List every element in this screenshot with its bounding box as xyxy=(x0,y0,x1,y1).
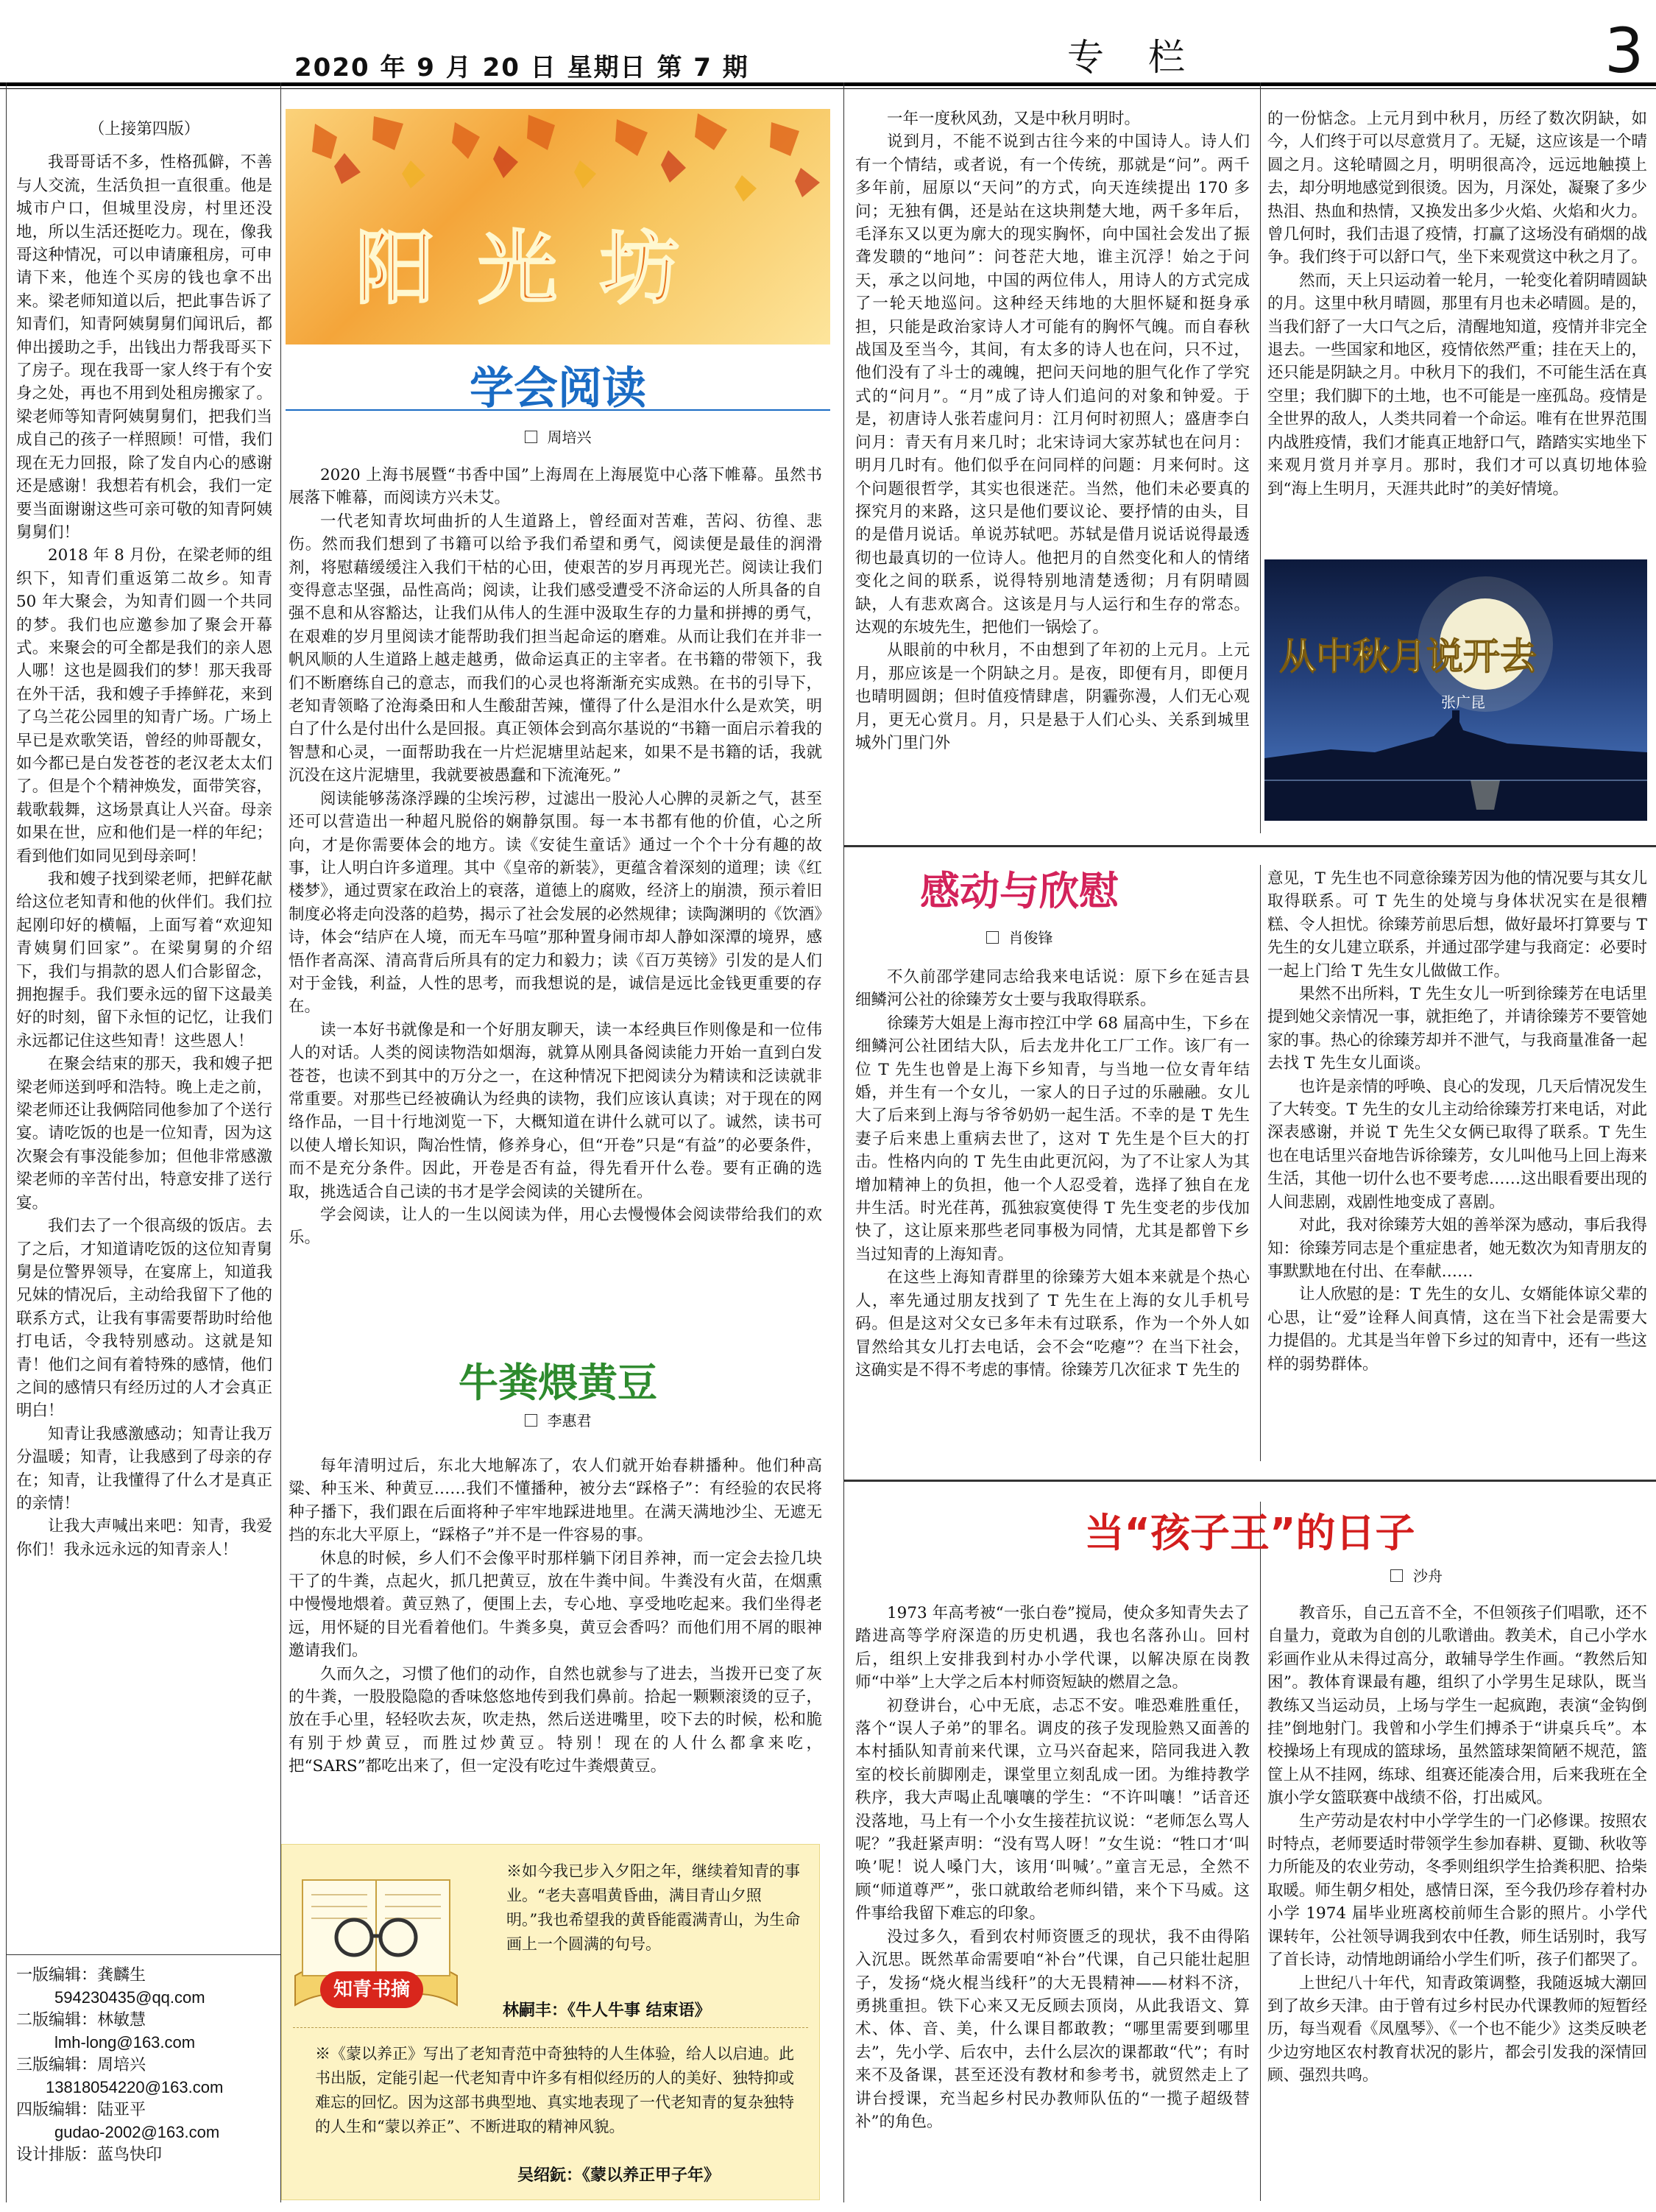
excerpt-source: 林嗣丰：《牛人牛事 结束语》 xyxy=(503,2001,711,2020)
column-name: 专栏 xyxy=(1067,36,1229,79)
paragraph: 我和嫂子找到梁老师，把鲜花献给这位老知青和他的伙伴们。我们拉起刚印好的横幅，上面写着“欢迎知青姨舅们回家”。在梁舅舅的介绍下，我们与捐款的恩人们合影留念，拥抱握手。我们要永远的留下这最美好的时刻，留下永恒的记忆，让我们永远都记住这些知青！这些恩人！ xyxy=(16,870,272,1050)
author-name: 张广昆 xyxy=(1441,693,1485,711)
moved-body-right xyxy=(1267,867,1647,1469)
paragraph: 对此，我对徐臻芳大姐的善举深为感动，事后我得知：徐臻芳同志是个重症患者，她无数次为知青朋友的事默默地在付出、在奉献…… xyxy=(1267,1216,1647,1281)
paragraph: 一年一度秋风劲，又是中秋月明时。 xyxy=(887,110,1141,128)
paragraph: 休息的时候，乡人们不会像平时那样躺下闭目养神，而一定会去捡几块干了的牛粪，点起火，抓几把黄豆，放在牛粪中间。牛粪没有火苗，在烟熏中慢慢地煨着。黄豆熟了，便围上去，专心地、享受地吃起来。我们坐得老远，用怀疑的目光看着他们。牛粪多臭，黄豆会香吗？而他们用不屑的眼神邀请我们。 xyxy=(289,1549,822,1661)
excerpt-source: 吴绍鈨：《蒙以养正甲子年》 xyxy=(517,2166,721,2185)
editor-list xyxy=(16,1964,281,2166)
column-divider xyxy=(1260,1502,1261,2201)
paragraph: 不久前邵学建同志给我来电话说：原下乡在延吉县细鳞河公社的徐臻芳女士要与我取得联系。 xyxy=(855,968,1250,1010)
byline-box xyxy=(1390,1569,1403,1582)
article-title: 当“孩子王”的日子 xyxy=(1084,1510,1415,1556)
author-name: 肖俊锋 xyxy=(1008,929,1053,947)
article-title: 感动与欣慰 xyxy=(920,868,1119,914)
moon-body-left xyxy=(855,107,1250,833)
column-divider xyxy=(1260,82,1261,833)
editor-label: 一版编辑：龚麟生 xyxy=(16,1965,146,1984)
column-divider xyxy=(1260,865,1261,1461)
beans-body xyxy=(289,1455,822,1834)
paragraph: 说到月，不能不说到古往今来的中国诗人。诗人们有一个情结，或者说，有一个传统，那就是“问”。两千多年前，屈原以“天问”的方式，向天连续提出 170 多问；无独有偶，还是站在这块荆楚大地，两千多年后，毛泽东又以更为廓大的现实胸怀，向中国社会发出了振聋发聩的“地问”：问苍茫大地，谁主沉浮！始之于问天，承之以问地，中国的两位伟人，用诗人的方式完成了一轮天地巡问。这种经天纬地的大胆怀疑和挺身承担，只能是政治家诗人才可能有的胸怀气魄。而自春秋战国及至当今，其间，有太多的诗人也在问，只不过，他们没有了斗士的魂魄，把问天问地的胆气化作了学究式的“问月”。“月”成了诗人们追问的对象和钟爱。于是，初唐诗人张若虚问月：江月何时初照人；盛唐李白问月：青天有月来几时；北宋诗词大家苏轼也在问月：明月几时有。他们似乎在问同样的问题：月来何时。这个问题很哲学，其实也很迷茫。当然，他们未必要真的探究月的来路，这只是他们要议论、要抒情的由头，目的是借月说话。单说苏轼吧。苏轼是借月说话说得最透彻也最真切的一位诗人。他把月的自然变化和人的情绪变化之间的联系，说得特别地清楚透彻；月有阴晴圆缺，人有悲欢离合。这该是月与人运行和生存的常态。达观的东坡先生，把他们一锅烩了。 xyxy=(855,132,1250,637)
paragraph: 让人欣慰的是：T 先生的女儿、女婿能体谅父辈的心思，让“爱”诠释人间真情，这在当下社会是需要大力提倡的。尤其是当年曾下乡过的知青中，还有一些这样的弱势群体。 xyxy=(1267,1285,1647,1374)
moon-body-right xyxy=(1267,107,1647,545)
editors-rule xyxy=(6,1954,280,1955)
moon-feature-image xyxy=(1264,559,1647,821)
excerpt-divider xyxy=(293,2027,808,2028)
paragraph: 每年清明过后，东北大地解冻了，农人们就开始春耕播种。他们种高粱、种玉米、种黄豆……我们不懂播种，被分去“踩格子”：有经验的农民将种子播下，我们跟在后面将种子牢牢地踩进地里。在满天满地沙尘、无遮无挡的东北大平原上，“踩格子”并不是一件容易的事。 xyxy=(289,1457,822,1545)
editor-email: lmh-long@163.com xyxy=(54,2032,196,2052)
editor-label: 二版编辑：林敏慧 xyxy=(16,2010,146,2029)
editor-label: 三版编辑：周培兴 xyxy=(16,2055,146,2074)
king-body-right xyxy=(1267,1602,1647,2202)
column-divider xyxy=(843,82,844,2202)
paragraph: 在聚会结束的那天，我和嫂子把梁老师送到呼和浩特。晚上走之前，梁老师还让我俩陪同他参加了个送行宴。请吃饭的也是一位知青，因为这次聚会有事没能参加；但他非常感激梁老师的辛苦付出，特意安排了送行宴。 xyxy=(16,1055,272,1212)
byline-box xyxy=(986,931,999,944)
paragraph: 初登讲台，心中无底，忐忑不安。唯恐难胜重任，落个“误人子弟”的罪名。调皮的孩子发现脸熟又面善的本村插队知青前来代课，立马兴奋起来，陪同我进入教室的校长前脚刚走，课堂里立刻乱成一团。为维持教学秩序，我大声喝止乱嚷嚷的学生：“不许叫嚷！”话音还没落地，马上有一个小女生接茬抗议说：“老师怎么骂人呢？”我赶紧声明：“没有骂人呀！”女生说：“牲口才‘叫唤’呢！说人嗓门大，该用‘叫喊’。”童言无忌，全然不顾“师道尊严”，张口就敢给老师纠错，来个下马威。这件事给我留下难忘的印象。 xyxy=(855,1696,1250,1923)
article-title: 牛粪煨黄豆 xyxy=(459,1360,657,1406)
paragraph: 上世纪八十年代，知青政策调整，我随返城大潮回到了故乡天津。由于曾有过乡村民办代课教师的短暂经历，每当观看《凤凰琴》、《一个也不能少》这类反映老少边穷地区农村教育状况的影片，都会引发我的深情回顾、强烈共鸣。 xyxy=(1267,1974,1647,2085)
editor-email: gudao-2002@163.com xyxy=(54,2122,220,2141)
paragraph: 也许是亲情的呼唤、良心的发现，几天后情况发生了大转变。T 先生的女儿主动给徐臻芳打来电话，对此深表感谢，并说 T 先生父女俩已取得了联系。T 先生也在电话里兴奋地告诉徐臻芳，女儿叫他马上回上海来生活，其他一切什么也不要考虑……这出眼看要出现的人间悲剧，戏剧性地变成了喜剧。 xyxy=(1267,1077,1647,1212)
moved-body-left xyxy=(855,966,1250,1469)
paragraph: 我哥哥话不多，性格孤僻，不善与人交流，生活负担一直很重。他是城市户口，但城里没房，村里还没地，所以生活还挺吃力。现在，像我哥这种情况，可以申请廉租房，可申请下来，他连个买房的钱也拿不出来。梁老师知道以后，把此事告诉了知青们，知青阿姨舅舅们闻讯后，都伸出援助之手，出钱出力帮我哥买下了房子。现在我哥一家人终于有个安身之处，再也不用到处租房搬家了。梁老师等知青阿姨舅舅们，把我们当成自己的孩子一样照顾！可惜，我们现在无力回报，除了发自内心的感谢还是感谢！我想若有机会，我们一定要当面谢谢这些可亲可敬的知青阿姨舅舅们！ xyxy=(16,153,272,542)
title-underline xyxy=(286,409,830,411)
byline-box xyxy=(525,431,537,443)
section-rule xyxy=(843,845,1656,847)
paragraph: 然而，天上只运动着一轮月，一轮变化着阴晴圆缺的月。这里中秋月晴圆，那里有月也未必晴圆。是的，当我们舒了一大口气之后，清醒地知道，疫情并非完全退去。一些国家和地区，疫情依然严重；挂在天上的，还只能是阴缺之月。中秋月下的我们，不可能生活在真空里；我们脚下的土地，也不可能是一座孤岛。疫情是全世界的敌人，人类共同着一个命运。唯有在世界范围内战胜疫情，我们才能真正地舒口气，踏踏实实地坐下来观月赏月并享月。那时，我们才可以真切地体验到“海上生明月，天涯共此时”的美好情境。 xyxy=(1267,271,1647,498)
issue-date: 2020 年 9 月 20 日 星期日 第 7 期 xyxy=(294,53,749,82)
paragraph: 果然不出所料，T 先生女儿一听到徐臻芳在电话里提到她父亲情况一事，就拒绝了，并请徐臻芳不要管她家的事。热心的徐臻芳却并不泄气，与我商量准备一起去找 T 先生女儿面谈。 xyxy=(1267,985,1647,1073)
image-title: 从中秋月说开去 xyxy=(1279,635,1537,678)
editor-label: 设计排版：蓝鸟快印 xyxy=(16,2145,163,2163)
excerpt-text: ※如今我已步入夕阳之年，继续着知青的事业。“老夫喜唱黄昏曲，满目青山夕照明。”我也希望我的黄昏能霞满青山，为生命画上一个圆满的句号。 xyxy=(506,1862,801,1953)
excerpt-text: ※《蒙以养正》写出了老知青范中奇独特的人生体验，给人以启迪。此书出版，定能引起一代老知青中许多有相似经历的人的美好、独特抑或难忘的回忆。因为这部书典型地、真实地表现了一代老知青的复杂独特的人生和“蒙以养正”、不断进取的精神风貌。 xyxy=(315,2045,794,2135)
paragraph: 意见，T 先生也不同意徐臻芳因为他的情况要与其女儿取得联系。可 T 先生的处境与身体状况实在是很糟糕、令人担忧。徐臻芳前思后想，做好最坏打算要与 T 先生的女儿建立联系，并通过邵学建与我商定：必要时一起上门给 T 先生女儿做做工作。 xyxy=(1267,869,1647,980)
article-title: 学会阅读 xyxy=(470,363,646,414)
author-name: 周培兴 xyxy=(547,428,592,446)
paragraph: 一代老知青坎坷曲折的人生道路上，曾经面对苦难，苦闷、彷徨、悲伤。然而我们想到了书籍可以给予我们希望和勇气，阅读便是最佳的润滑剂，将慰藉缓缓注入我们干枯的心田，使艰苦的岁月再现光芒。阅读让我们变得意志坚强，品性高尚；阅读，让我们感受遭受不济命运的人所具备的自强不息和从容豁达，让我们从伟人的生涯中汲取生存的力量和拼搏的勇气，在艰难的岁月里阅读才能帮助我们担当起命运的磨难。从而让我们在并非一帆风顺的人生道路上越走越勇，做命运真正的主宰者。在书籍的带领下，我们不断磨练自己的意志，而我们的心灵也将渐渐充实成熟。在书的引导下，老知青领略了沧海桑田和人生酸甜苦辣，懂得了什么是泪水什么是欢笑，明白了什么是付出什么是回报。真正领体会到高尔基说的“书籍一面启示着我的智慧和心灵，一面帮助我在一片烂泥塘里站起来，如果不是书籍的话，我就沉没在这片泥塘里，我就要被愚蠢和下流淹死。” xyxy=(289,512,822,785)
section-rule xyxy=(843,1480,1656,1482)
paragraph: 2020 上海书展暨“书香中国”上海周在上海展览中心落下帷幕。虽然书展落下帷幕，而阅读方兴未艾。 xyxy=(289,466,822,508)
paragraph: 1973 年高考被“一张白卷”搅局，使众多知青失去了踏进高等学府深造的历史机遇，我也名落孙山。回村后，组织上安排我到村办小学代课，以解决原在岗教师“中举”上大学之后本村师资短缺的燃眉之急。 xyxy=(855,1604,1250,1692)
byline xyxy=(286,1409,830,1430)
book-excerpts-box xyxy=(281,1844,820,2200)
author-name: 沙舟 xyxy=(1413,1567,1443,1585)
paragraph: 在这些上海知青群里的徐臻芳大姐本来就是个热心人，率先通过朋友找到了 T 先生在上海的女儿手机号码。但是这对父女已多年未有过联系，作为一个外人如冒然给其女儿打去电话，会不会“吃瘪”？在当下社会，这确实是不得不考虑的事情。徐臻芳几次征求 T 先生的 xyxy=(855,1268,1250,1379)
byline xyxy=(286,425,830,447)
header-rule-thin xyxy=(0,88,1656,89)
banner-title: 阳光坊 xyxy=(355,223,723,315)
col1-article xyxy=(16,118,272,1951)
paragraph: 久而久之，习惯了他们的动作，自然也就参与了进去，当拨开已变了灰的牛粪，一股股隐隐的香味悠悠地传到我们鼻前。拾起一颗颗滚烫的豆子，放在手心里，轻轻吹去灰，吹走热，然后送进嘴里，咬下去的时候，松和脆有别于炒黄豆，而胜过炒黄豆。特别！现在的人什么都拿来吃，把“SARS”都吃出来了，但一定没有吃过牛粪煨黄豆。 xyxy=(289,1664,822,1776)
paragraph: 徐臻芳大姐是上海市控江中学 68 届高中生，下乡在细鳞河公社团结大队，后去龙井化工厂工作。该厂有一位 T 先生也曾是上海下乡知青，与当地一位女青年结婚，并生有一个女儿，一家人的日子过的乐融融。女儿大了后来到上海与爷爷奶奶一起生活。不幸的是 T 先生妻子后来患上重病去世了，这对 T 先生是个巨大的打击。性格内向的 T 先生由此更沉闷，为了不让家人为其增加精神上的负担，他一个人忍受着，选择了独自在龙井生活。时光荏苒，孤独寂寞使得 T 先生变老的步伐加快了，这让原来那些老同事极为同情，尤其是都曾下乡当过知青的上海知青。 xyxy=(855,1014,1250,1264)
paragraph: 我们去了一个很高级的饭店。去了之后，才知道请吃饭的这位知青舅舅是位警界领导，在宴席上，知道我兄妹的情况后，主动给我留下了他的联系方式，让我有事需要帮助时给他打电话，令我特别感动。这就是知青！他们之间有着特殊的感情，他们之间的感情只有经历过的人才会真正明白！ xyxy=(16,1217,272,1421)
paragraph: 学会阅读，让人的一生以阅读为伴，用心去慢慢体会阅读带给我们的欢乐。 xyxy=(289,1206,822,1248)
editor-email: 594230435@qq.com xyxy=(54,1987,205,2007)
paragraph: 生产劳动是农村中小学学生的一门必修课。按照农时特点，老师要适时带领学生参加春耕、夏锄、秋收等力所能及的农业劳动，冬季则组织学生拾粪积肥、拾柴取暖。师生朝夕相处，感情日深，至今我仍珍存着村办小学 1974 届毕业班离校前师生合影的照片。小学代课转年，公社领导调我到农中任教，师生话别时，我写了首长诗，动情地朗诵给小学生们听，孩子们都哭了。 xyxy=(1267,1812,1647,1970)
reading-body xyxy=(289,464,822,1329)
paragraph: 从眼前的中秋月，不由想到了年初的上元月。上元月，那应该是一个阴缺之月。是夜，即便有月，即便月也晴明圆朗；但时值疫情肆虐，阴霾弥漫，人们无心观月，更无心赏月。月，只是悬于人们心头、关系到城里城外门里门外 xyxy=(855,641,1250,752)
paragraph: 知青让我感激感动；知青让我万分温暖；知青，让我感到了母亲的存在；知青，让我懂得了什么才是真正的亲情！ xyxy=(16,1424,272,1513)
excerpts-label: 知青书摘 xyxy=(320,1971,423,2008)
header-rule xyxy=(0,82,1656,86)
editor-label: 四版编辑：陆亚平 xyxy=(16,2100,146,2119)
paragraph: 的一份惦念。上元月到中秋月，历经了数次阴缺，如今，人们终于可以尽意赏月了。无疑，这应该是一个晴圆之月。这轮晴圆之月，明明很高冷，远远地触摸上去，却分明地感觉到很烫。因为，月深处，凝聚了多少热泪、热血和热情，又换发出多少火焰、火焰和火力。曾几何时，我们击退了疫情，打赢了这场没有硝烟的战争。我们终于可以舒口气，坐下来观赏这中秋之月了。 xyxy=(1267,110,1647,267)
author-name: 李惠君 xyxy=(547,1412,592,1430)
king-body-left xyxy=(855,1602,1250,2202)
editor-email: 13818054220@163.com xyxy=(46,2077,224,2096)
paragraph: 没过多久，看到农村师资匮乏的现状，我不由得陷入沉思。既然革命需要咱“补台”代课，自己只能壮起胆子，发扬“烧火棍当线秆”的大无畏精神——材料不济，勇挑重担。铁下心来又无反顾去顶岗，从此我语文、算术、体、音、美，什么课目都敢教；“哪里需要到哪里去”，先小学、后农中，去什么层次的课都敢“代”；有时来不及备课，甚至还没有教材和参考书，就贸然走上了讲台授课，充当起乡村民办教师队伍的“一揽子超级替补”的角色。 xyxy=(855,1927,1250,2131)
page-number: 3 xyxy=(1604,15,1644,87)
banner-sunshine xyxy=(286,109,830,344)
paragraph: 让我大声喊出来吧：知青，我爱你们！我永远永远的知青亲人！ xyxy=(16,1517,272,1559)
paragraph: 教音乐，自己五音不全，不但领孩子们唱歌，还不自量力，竟敢为自创的儿歌谱曲。教美术，自己小学水彩画作业从未得过高分，敢辅导学生作画。“教然后知困”。教体育课最有趣，组织了小学男生足球队，既当教练又当运动员，上场与学生一起疯跑，表演“金钩倒挂”倒地射门。我曾和小学生们搏杀于“讲桌兵乓”。本校操场上有现成的篮球场，虽然篮球架简陋不规范，篮筐上从不挂网，练球、组赛还能凑合用，后来我班在全旗小学女篮联赛中战绩不俗，打出威风。 xyxy=(1267,1604,1647,1808)
paragraph: 阅读能够荡涤浮躁的尘埃污秽，过滤出一股沁人心脾的灵新之气，甚至还可以营造出一种超凡脱俗的娴静氛围。每一本书都有他的价值，心之所向，才是你需要体会的地方。读《安徒生童话》通过一个个十分有趣的故事，让人明白许多道理。其中《皇帝的新装》，更蕴含着深刻的道理；读《红楼梦》，通过贾家在政治上的衰落，道德上的腐败，经济上的崩溃，预示着旧制度必将走向没落的趋势，揭示了社会发展的必然规律；读陶渊明的《饮酒》诗，体会“结庐在人境，而无车马喧”那种置身闹市却人静如深潭的境界，感悟作者高深、清高背后所具有的定力和毅力；读《百万英镑》引发的是人们对于金钱，利益，人性的思考，而我想说的是，诚信是远比金钱更重要的存在。 xyxy=(289,789,822,1017)
byline-box xyxy=(525,1414,537,1427)
byline xyxy=(1148,1564,1443,1586)
continued-note: （上接第四版） xyxy=(88,120,200,138)
byline xyxy=(846,926,1192,947)
left-border xyxy=(6,82,7,2202)
paragraph: 2018 年 8 月份，在梁老师的组织下，知青们重返第二故乡。知青 50 年大聚会，为知青们圆一个共同的梦。我们也应邀参加了聚会开幕式。来聚会的可全都是我们的亲人恩人哪！这也是圆我们的梦！那天我哥在外干活，我和嫂子手捧鲜花，来到了乌兰花公园里的知青广场。广场上早已是欢歌笑语，曾经的帅哥靓女，如今都已是白发苍苍的老汉老太太们了。但是个个精神焕发，面带笑容，载歌载舞，这场景真让人兴奋。母亲如果在世，应和他们是一样的年纪；看到他们如同见到母亲呵！ xyxy=(16,546,272,866)
paragraph: 读一本好书就像是和一个好朋友聊天，读一本经典巨作则像是和一位伟人的对话。人类的阅读物浩如烟海，就算从刚具备阅读能力开始一直到白发苍苍，也读不到其中的万分之一，在这种情况下把阅读分为精读和泛读就非常重要。对那些已经被确认为经典的读物，我们应该认真读；对于现在的网络作品，一目十行地浏览一下，大概知道在讲什么就可以了。诚然，读书可以使人增长知识，陶冶性情，修养身心，但“开卷”只是“有益”的必要条件，而不是充分条件。因此，开卷是否有益，得先看开什么卷。要有正确的选取，挑选适合自己读的书才是学会阅读的关键所在。 xyxy=(289,1020,822,1201)
